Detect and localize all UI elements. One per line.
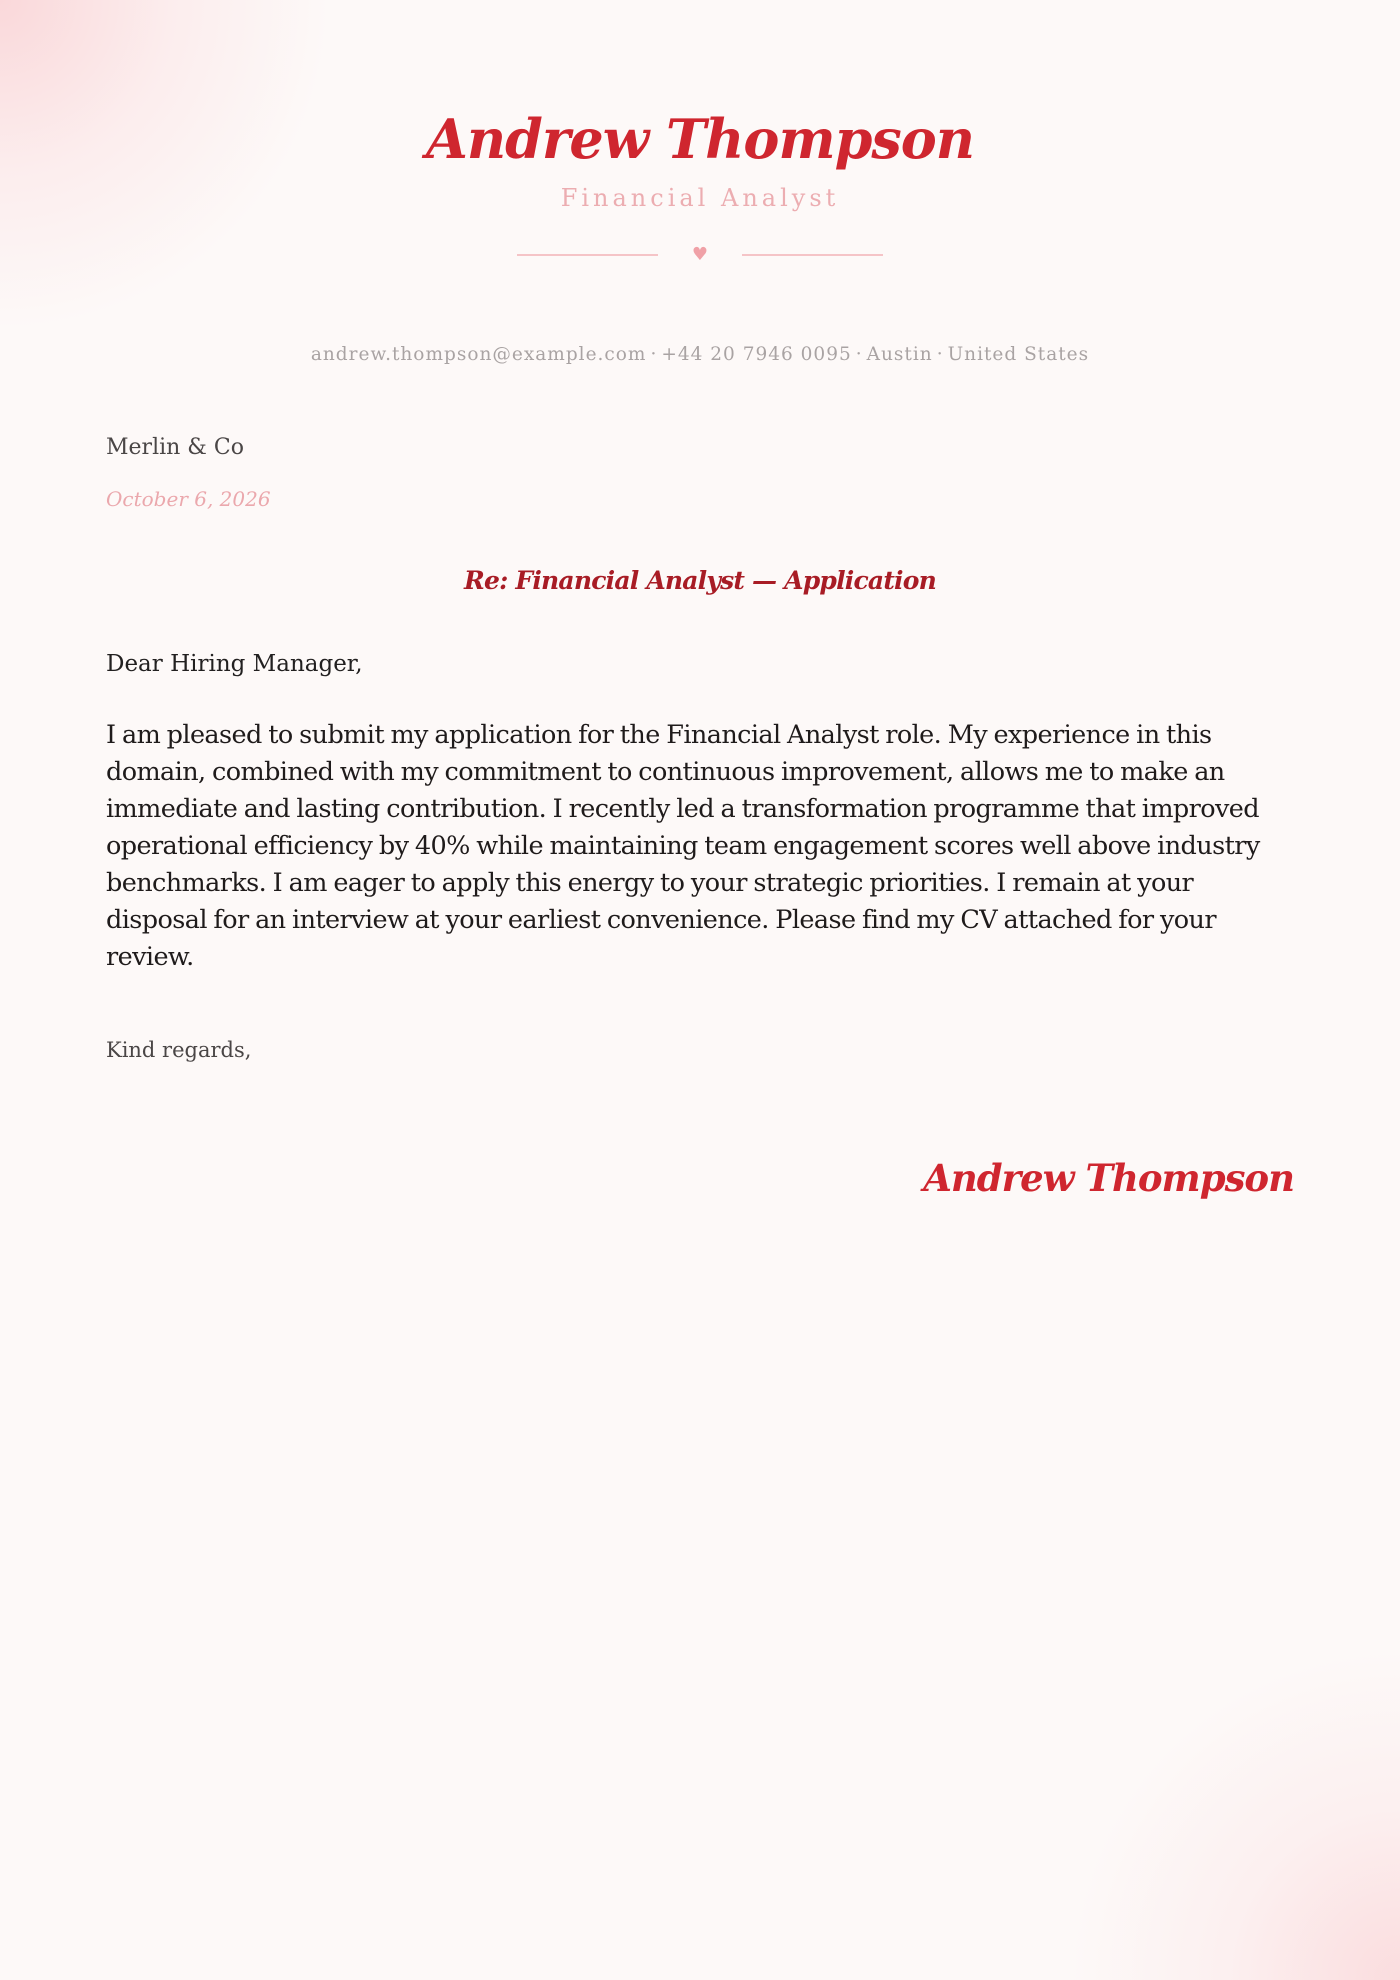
- letter-body: I am pleased to submit my application for the Financial Analyst role. My experience in this domain, combined with my commitment to continuous improvement, allows me to make an immediate and lasting contribution. I recently led a transformation programme that improved operational efficiency by 40% while maintaining team engagement scores well above industry benchmarks. I am eager to apply this energy to your strategic priorities. I remain at your disposal for an interview at your earliest convenience. Please find my CV attached for your review.: [106, 720, 1260, 972]
- sender-name: Andrew Thompson: [425, 107, 975, 171]
- divider-line-right: [742, 254, 883, 256]
- contact-city: Austin: [866, 344, 933, 365]
- letter-subject: Re: Financial Analyst — Application: [463, 566, 937, 595]
- contact-separator: ·: [650, 344, 658, 365]
- contact-separator: ·: [855, 344, 863, 365]
- heart-icon: ♥: [691, 244, 709, 265]
- letter-date: October 6, 2026: [106, 487, 271, 511]
- signature: Andrew Thompson: [923, 1156, 1294, 1200]
- contact-country: United States: [947, 344, 1090, 365]
- letter-closing: Kind regards,: [106, 1038, 252, 1062]
- sender-title: Financial Analyst: [560, 184, 840, 212]
- contact-separator: ·: [936, 344, 944, 365]
- contact-line: [0, 340, 1400, 370]
- header-divider: [517, 240, 883, 270]
- letter-header: [0, 96, 1400, 214]
- letter-greeting: Dear Hiring Manager,: [106, 651, 363, 677]
- contact-phone: +44 20 7946 0095: [661, 344, 852, 365]
- recipient-company: Merlin & Co: [106, 435, 244, 460]
- contact-email: andrew.thompson@example.com: [310, 344, 647, 365]
